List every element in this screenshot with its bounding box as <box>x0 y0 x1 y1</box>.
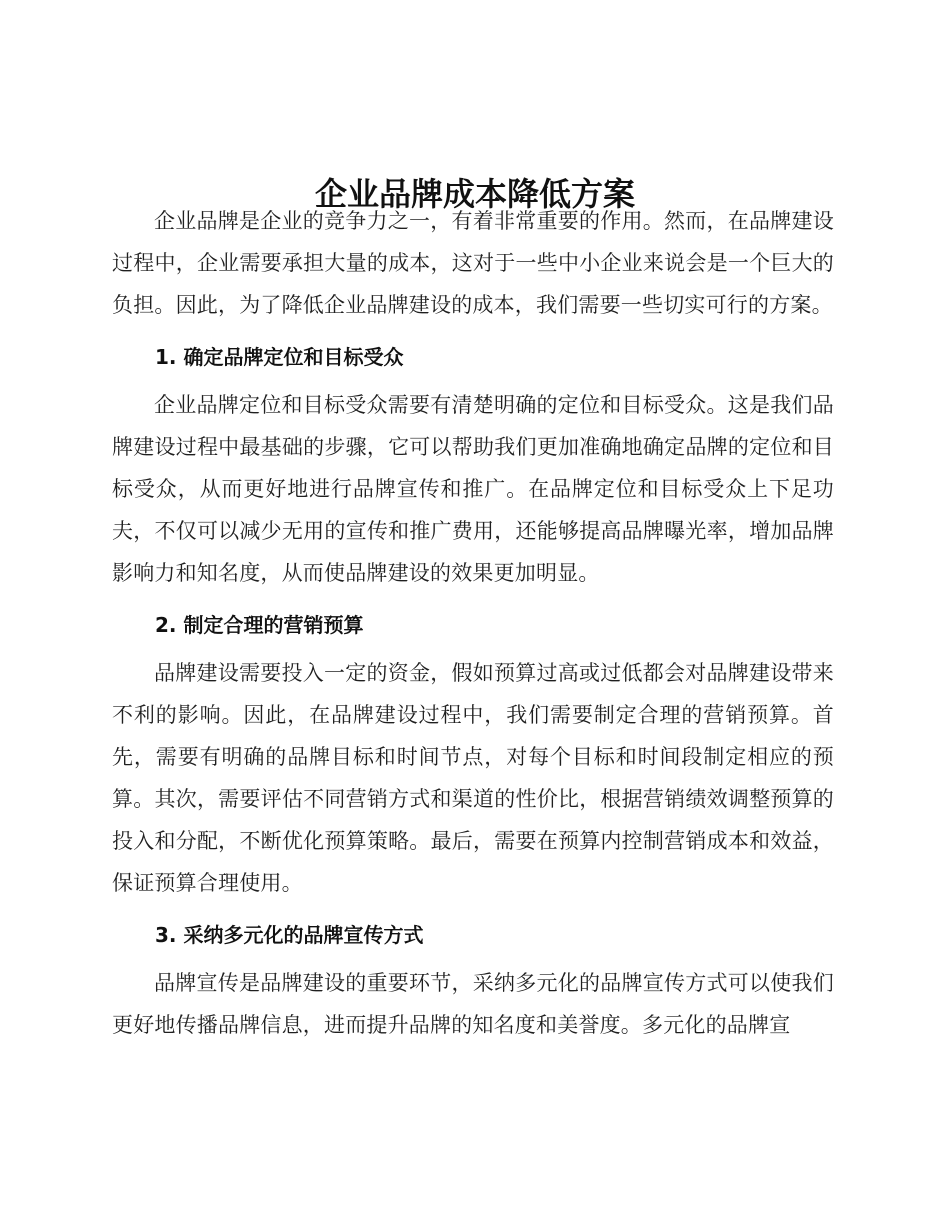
section-3-paragraph: 品牌宣传是品牌建设的重要环节，采纳多元化的品牌宣传方式可以使我们更好地传播品牌信息，进而提升品牌的知名度和美誉度。多元化的品牌宣 <box>112 971 834 1037</box>
document-body <box>112 200 834 1046</box>
section-2-heading: 2. 制定合理的营销预算 <box>155 613 364 637</box>
document-title: 企业品牌成本降低方案 <box>314 175 635 214</box>
section-2-paragraph: 品牌建设需要投入一定的资金，假如预算过高或过低都会对品牌建设带来不利的影响。因此，在品牌建设过程中，我们需要制定合理的营销预算。首先，需要有明确的品牌目标和时间节点，对每个目标和时间段制定相应的预算。其次，需要评估不同营销方式和渠道的性价比，根据营销绩效调整预算的投入和分配，不断优化预算策略。最后，需要在预算内控制营销成本和效益，保证预算合理使用。 <box>112 661 834 895</box>
intro-paragraph: 企业品牌是企业的竞争力之一，有着非常重要的作用。然而，在品牌建设过程中，企业需要承担大量的成本，这对于一些中小企业来说会是一个巨大的负担。因此，为了降低企业品牌建设的成本，我们需要一些切实可行的方案。 <box>112 209 834 317</box>
section-1-paragraph: 企业品牌定位和目标受众需要有清楚明确的定位和目标受众。这是我们品牌建设过程中最基础的步骤，它可以帮助我们更加准确地确定品牌的定位和目标受众，从而更好地进行品牌宣传和推广。在品牌定位和目标受众上下足功夫，不仅可以减少无用的宣传和推广费用，还能够提高品牌曝光率，增加品牌影响力和知名度，从而使品牌建设的效果更加明显。 <box>112 393 834 585</box>
section-3-heading: 3. 采纳多元化的品牌宣传方式 <box>155 923 424 947</box>
section-1-heading: 1. 确定品牌定位和目标受众 <box>155 345 404 369</box>
